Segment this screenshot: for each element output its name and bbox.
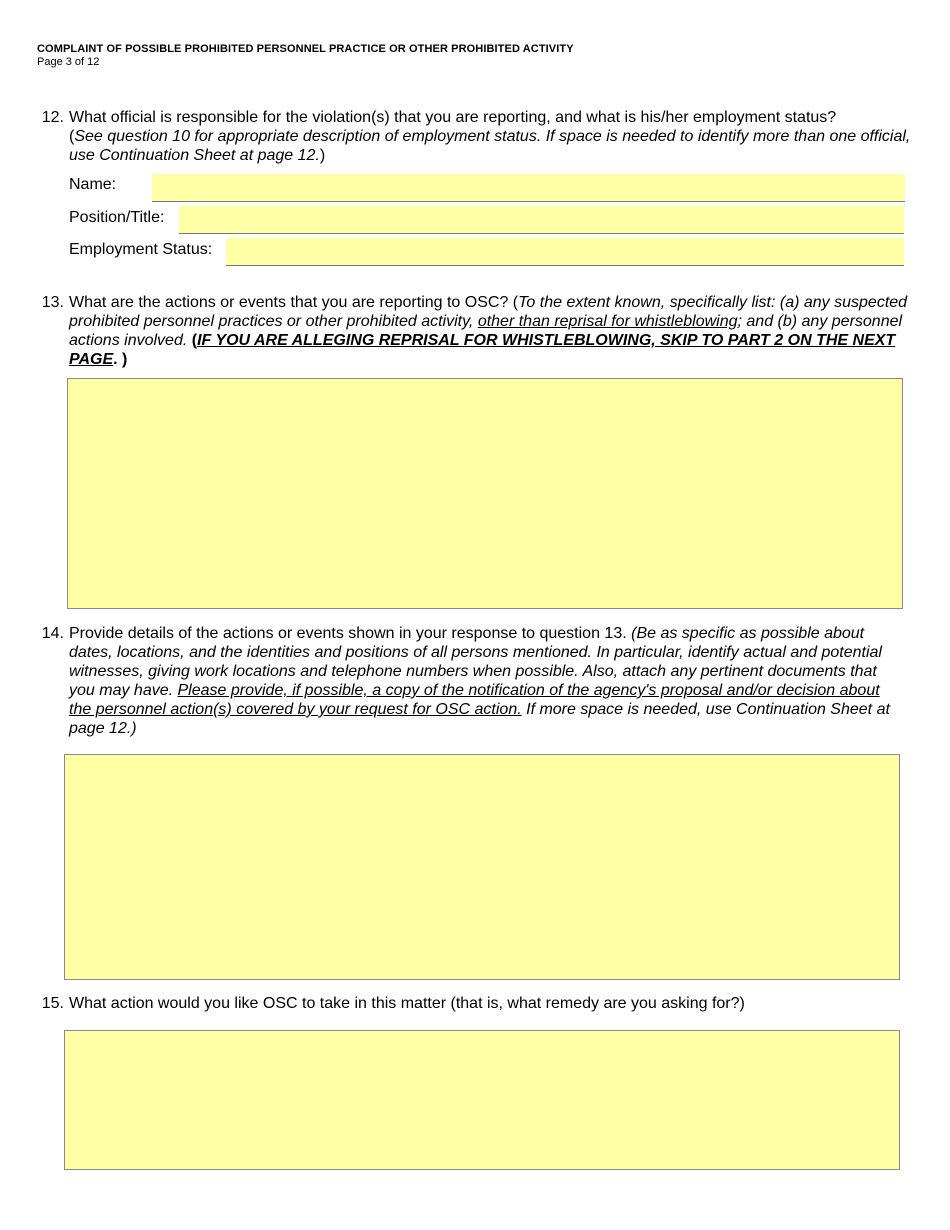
question-note-underlined: Please provide, if possible, a copy of the notification of the agency's proposal and/or decision about the personnel action(s) covered by your request for OSC action. (69, 682, 880, 718)
question-text: What action would you like OSC to take in this matter (that is, what remedy are you asking for?) (69, 995, 745, 1012)
question-prompt: What are the actions or events that you are reporting to OSC? ( (69, 294, 519, 311)
question-number: 13. (41, 294, 64, 311)
question-number: 12. (41, 109, 64, 126)
question-note: See question 10 for appropriate description of employment status. If space is needed to identify more than one official, use Continuation Sheet at page 12. (69, 128, 911, 164)
question-text (69, 293, 917, 369)
instruction-paren-close: . ) (113, 351, 128, 368)
note-paren-open: ( (69, 128, 75, 145)
question-text (69, 108, 914, 165)
position-title-label: Position/Title: (69, 209, 165, 226)
question-note: (Be as specific as possible about dates, locations, and the identities and positions of all persons mentioned. In particular, identify actual and potential witnesses, giving work locations and telephone numbers when possible. Also, attach any pertinent documents that you may have. (69, 625, 882, 699)
question-prompt: Provide details of the actions or events shown in your response to question 13. (69, 625, 632, 642)
remedy-field[interactable] (64, 1030, 900, 1170)
question-number: 14. (41, 625, 64, 642)
employment-status-label: Employment Status: (69, 241, 213, 258)
question-note: To the extent known, specifically list: (a) any suspected prohibited personnel practices or other prohibited activity, (69, 294, 908, 330)
employment-status-field[interactable] (226, 238, 904, 266)
name-label: Name: (69, 176, 117, 193)
actions-events-field[interactable] (67, 378, 903, 609)
page-number: Page 3 of 12 (37, 56, 100, 68)
name-field[interactable] (152, 174, 905, 202)
question-number: 15. (41, 995, 64, 1012)
question-prompt: What official is responsible for the violation(s) that you are reporting, and what is his/her employment status? (69, 109, 837, 126)
question-note-cont: ; and (b) any personnel actions involved. (69, 313, 903, 349)
form-title: COMPLAINT OF POSSIBLE PROHIBITED PERSONNEL PRACTICE OR OTHER PROHIBITED ACTIVITY (37, 43, 574, 55)
question-note-underlined: other than reprisal for whistleblowing (477, 313, 738, 330)
skip-instruction: IF YOU ARE ALLEGING REPRISAL FOR WHISTLEBLOWING, SKIP TO PART 2 ON THE NEXT PAGE (69, 332, 896, 368)
question-note-cont: If more space is needed, use Continuation Sheet at page 12.) (69, 701, 890, 737)
note-paren-close: ) (319, 147, 326, 164)
position-title-field[interactable] (179, 206, 904, 234)
question-text (69, 624, 905, 738)
instruction-paren-open: ( (191, 332, 198, 349)
details-field[interactable] (64, 754, 900, 980)
